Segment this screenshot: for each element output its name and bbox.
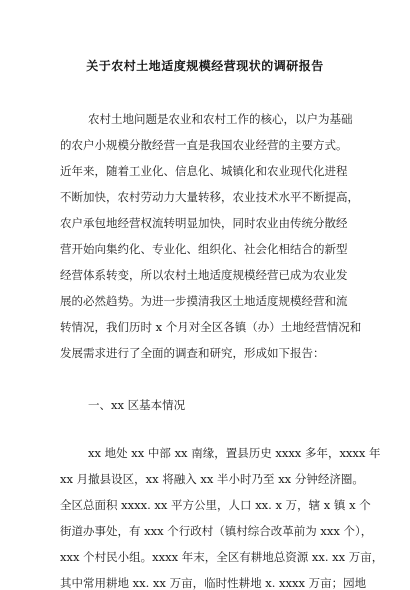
paragraph-line: xx 月撤县设区，xx 将融入 xx 半小时乃至 xx 分钟经济圈。: [60, 472, 364, 486]
paragraph-line: 街道办事处，有 xxx 个行政村（镇村综合改革前为 xxx 个），: [60, 524, 373, 538]
paragraph-line: 不断加快，农村劳动力大量转移，农业技术水平不断提高，: [60, 190, 359, 204]
paragraph-line: xx 地处 xx 中部 xx 南缘，置县历史 xxxx 多年，xxxx 年: [88, 446, 381, 460]
paragraph-line: 营开始向集约化、专业化、组织化、社会化相结合的新型: [60, 242, 348, 256]
paragraph-line: 发展需求进行了全面的调查和研究，形成如下报告：: [60, 346, 325, 360]
paragraph-line: 全区总面积 xxxx. xx 平方公里，人口 xx. x 万，辖 x 镇 x 个: [60, 498, 371, 512]
paragraph-line: 经营体系转变，所以农村土地适度规模经营已成为农业发: [60, 268, 348, 282]
paragraph-line: 农户承包地经营权流转明显加快，同时农业由传统分散经: [60, 216, 348, 230]
paragraph-line: 其中常用耕地 xx. xx 万亩，临时性耕地 x. xxxx 万亩；园地: [60, 576, 367, 590]
paragraph-line: xxx 个村民小组。xxxx 年末，全区有耕地总资源 xx. xx 万亩，: [60, 550, 384, 564]
section-heading: 一、xx 区基本情况: [88, 398, 186, 412]
paragraph-line: 近年来，随着工业化、信息化、城镇化和农业现代化进程: [60, 164, 348, 178]
paragraph-line: 转情况，我们历时 x 个月对全区各镇（办）土地经营情况和: [60, 320, 362, 334]
paragraph-line: 农村土地问题是农业和农村工作的核心，以户为基础: [88, 112, 353, 126]
paragraph-line: 展的必然趋势。为进一步摸清我区土地适度规模经营和流: [60, 294, 348, 308]
paragraph-line: 的农户小规模分散经营一直是我国农业经营的主要方式。: [60, 138, 348, 152]
document-title: 关于农村土地适度规模经营现状的调研报告: [86, 59, 324, 73]
